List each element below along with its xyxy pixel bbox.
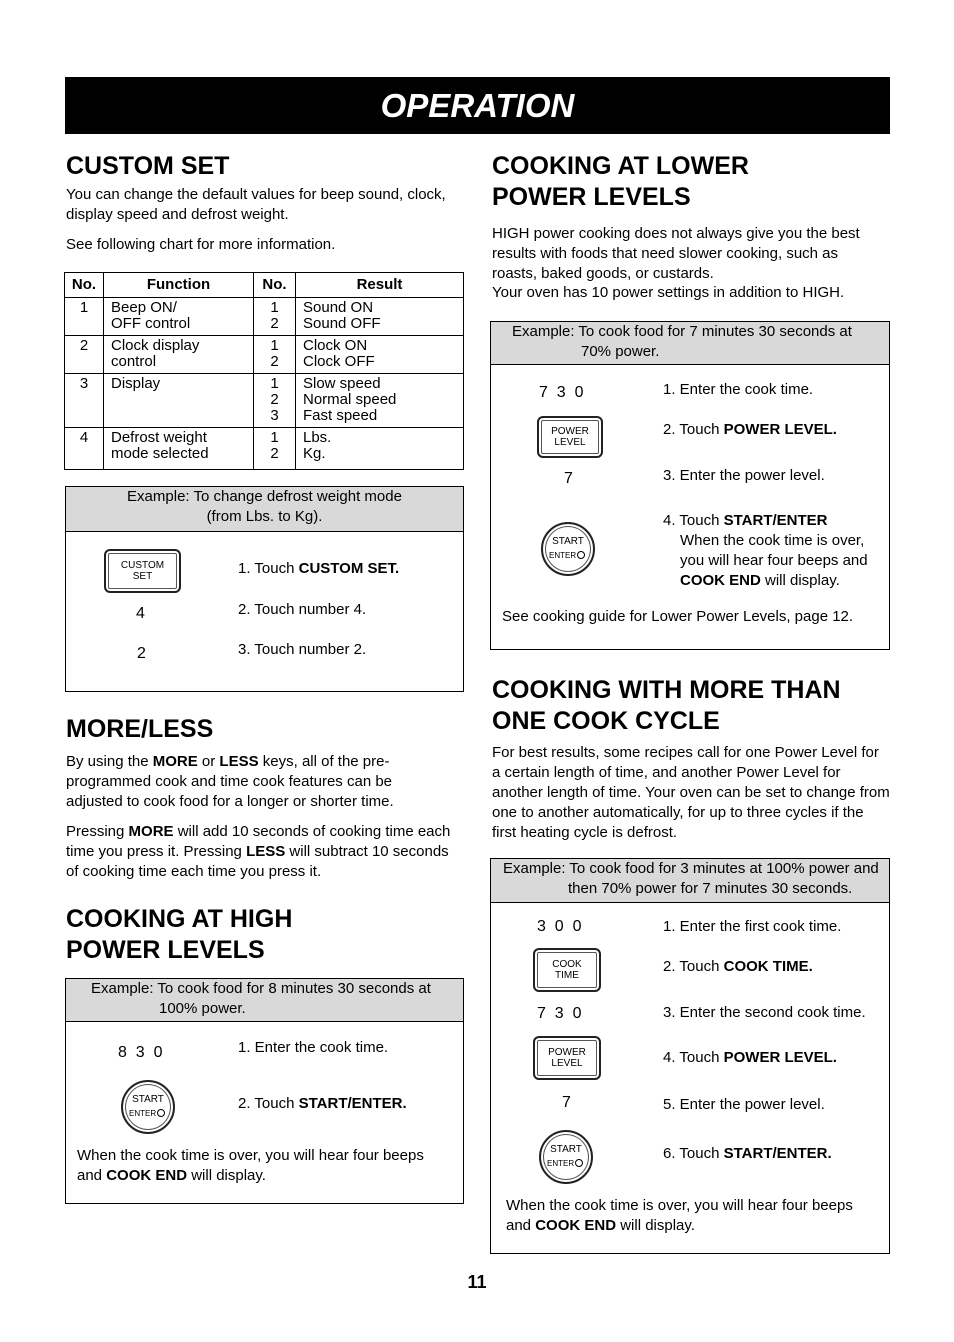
key-label: START <box>552 536 584 547</box>
table-header-row <box>65 273 464 298</box>
custom-set-heading: CUSTOM SET <box>66 152 230 180</box>
example-line: Example: To cook food for 3 minutes at 100% power and <box>503 860 879 877</box>
number-4-display: 4 <box>136 605 145 622</box>
table-row <box>65 336 464 374</box>
example-line: Example: To cook food for 8 minutes 30 seconds at <box>91 980 431 997</box>
example-header <box>491 859 889 903</box>
custom-set-key[interactable] <box>104 549 181 593</box>
section-banner <box>65 77 890 134</box>
lower-power-example-box <box>490 321 890 650</box>
lower-power-heading: COOKING AT LOWER POWER LEVELS <box>492 152 749 211</box>
table-cell: 4 <box>65 428 104 470</box>
table-cell: Sound ON Sound OFF <box>296 298 464 336</box>
page-number: 11 <box>467 1272 487 1292</box>
table-header: No. <box>65 273 104 298</box>
table-cell: Slow speed Normal speed Fast speed <box>296 374 464 428</box>
table-cell: 1 <box>65 298 104 336</box>
table-cell: 1 2 <box>254 298 296 336</box>
step-1: 1. Enter the first cook time. <box>663 918 842 935</box>
custom-set-intro: You can change the default values for beep sound, clock, display speed and defrost weight. <box>66 186 446 223</box>
example-header <box>66 487 463 532</box>
step-1: 1. Enter the cook time. <box>238 1039 389 1056</box>
example-line: (from Lbs. to Kg). <box>206 508 323 525</box>
start-enter-key[interactable] <box>541 522 595 576</box>
table-cell: Lbs. Kg. <box>296 428 464 470</box>
table-row <box>65 428 464 470</box>
step-2: 2. Touch COOK TIME. <box>663 958 813 975</box>
key-label: ENTER <box>549 551 593 560</box>
lock-icon <box>157 1109 165 1117</box>
multi-cycle-heading: COOKING WITH MORE THAN ONE COOK CYCLE <box>492 676 841 735</box>
custom-set-table <box>64 272 464 470</box>
number-2-display: 2 <box>137 645 146 662</box>
key-label: SET <box>132 571 153 582</box>
key-label: CUSTOM <box>120 560 165 571</box>
step-2: 2. Touch number 4. <box>238 601 367 618</box>
step-3: 3. Touch number 2. <box>238 641 367 658</box>
lock-icon <box>577 551 585 559</box>
key-label: ENTER <box>547 1159 591 1168</box>
multi-cycle-example-box <box>490 858 890 1254</box>
key-label: TIME <box>555 970 579 981</box>
table-cell: Beep ON/ OFF control <box>104 298 254 336</box>
step-3: 3. Enter the second cook time. <box>663 1004 866 1021</box>
step-4: 4. Touch START/ENTER When the cook time is over, you will hear four beeps and COOK END will display. <box>663 512 868 589</box>
example-line: Example: To cook food for 7 minutes 30 seconds at <box>512 323 852 340</box>
power-level-display: 7 <box>564 470 573 487</box>
second-time-display: 7 3 0 <box>537 1005 582 1022</box>
lock-icon <box>575 1159 583 1167</box>
lower-power-p1: HIGH power cooking does not always give you the best results with foods that need slower cooking, such as roasts, baked goods, or custards. <box>492 225 860 282</box>
table-cell: 1 2 <box>254 428 296 470</box>
key-label: POWER <box>551 426 589 437</box>
step-2: 2. Touch START/ENTER. <box>238 1095 407 1112</box>
power-level-key[interactable] <box>533 1036 601 1080</box>
time-display: 7 3 0 <box>539 384 584 401</box>
step-4: 4. Touch POWER LEVEL. <box>663 1049 837 1066</box>
key-label: LEVEL <box>551 1058 583 1069</box>
table-header: Function <box>104 273 254 298</box>
first-time-display: 3 0 0 <box>537 918 582 935</box>
high-power-heading: COOKING AT HIGH POWER LEVELS <box>66 905 293 964</box>
high-power-note: When the cook time is over, you will hear four beeps and COOK END will display. <box>77 1147 424 1184</box>
table-cell: 1 2 <box>254 336 296 374</box>
custom-set-see: See following chart for more information. <box>66 236 336 253</box>
high-power-example-box <box>65 978 464 1204</box>
example-line: then 70% power for 7 minutes 30 seconds. <box>568 880 853 897</box>
example-header <box>66 979 463 1022</box>
key-label: LEVEL <box>554 437 586 448</box>
table-cell: Display <box>104 374 254 428</box>
table-row <box>65 298 464 336</box>
table-cell: 2 <box>65 336 104 374</box>
multi-cycle-note: When the cook time is over, you will hear four beeps and COOK END will display. <box>506 1197 853 1234</box>
key-label: START <box>132 1094 164 1105</box>
step-6: 6. Touch START/ENTER. <box>663 1145 832 1162</box>
key-label: START <box>550 1144 582 1155</box>
cook-time-key[interactable] <box>533 948 601 992</box>
table-cell: Clock display control <box>104 336 254 374</box>
table-cell: Defrost weight mode selected <box>104 428 254 470</box>
start-enter-key[interactable] <box>121 1080 175 1134</box>
lower-power-see: See cooking guide for Lower Power Levels, page 12. <box>502 608 854 625</box>
example-header <box>491 322 889 365</box>
key-label: POWER <box>548 1047 586 1058</box>
time-display: 8 3 0 <box>118 1044 163 1061</box>
example-line: 70% power. <box>581 343 660 360</box>
table-row <box>65 374 464 428</box>
more-less-p1: By using the MORE or LESS keys, all of the pre-programmed cook and time cook features can be adjusted to cook food for a longer or shorter time. <box>66 753 394 810</box>
example-line: Example: To change defrost weight mode <box>127 488 402 505</box>
example-line: 100% power. <box>159 1000 246 1017</box>
more-less-p2: Pressing MORE will add 10 seconds of cooking time each time you press it. Pressing LESS will subtract 10 seconds of cooking time each time you press it. <box>66 823 451 880</box>
key-label: ENTER <box>129 1109 173 1118</box>
table-cell: 1 2 3 <box>254 374 296 428</box>
power-level-display: 7 <box>562 1094 571 1111</box>
step-1: 1. Enter the cook time. <box>663 381 814 398</box>
start-enter-key[interactable] <box>539 1130 593 1184</box>
multi-cycle-p1: For best results, some recipes call for one Power Level for a certain length of time, and another Power Level for another length of time. Your oven can be set to change from one to another automatically, for up to three cycles if the first heating cycle is defrost. <box>492 744 890 841</box>
custom-set-example-box <box>65 486 464 692</box>
step-5: 5. Enter the power level. <box>663 1096 825 1113</box>
table-cell: Clock ON Clock OFF <box>296 336 464 374</box>
step-2: 2. Touch POWER LEVEL. <box>663 421 837 438</box>
table-cell: 3 <box>65 374 104 428</box>
power-level-key[interactable] <box>537 416 603 458</box>
table-header: No. <box>254 273 296 298</box>
lower-power-p2: Your oven has 10 power settings in addition to HIGH. <box>492 284 845 301</box>
key-label: COOK <box>552 959 582 970</box>
more-less-heading: MORE/LESS <box>66 715 214 743</box>
step-1: 1. Touch CUSTOM SET. <box>238 560 400 577</box>
banner-title: OPERATION <box>380 87 575 124</box>
step-3: 3. Enter the power level. <box>663 467 825 484</box>
table-header: Result <box>296 273 464 298</box>
